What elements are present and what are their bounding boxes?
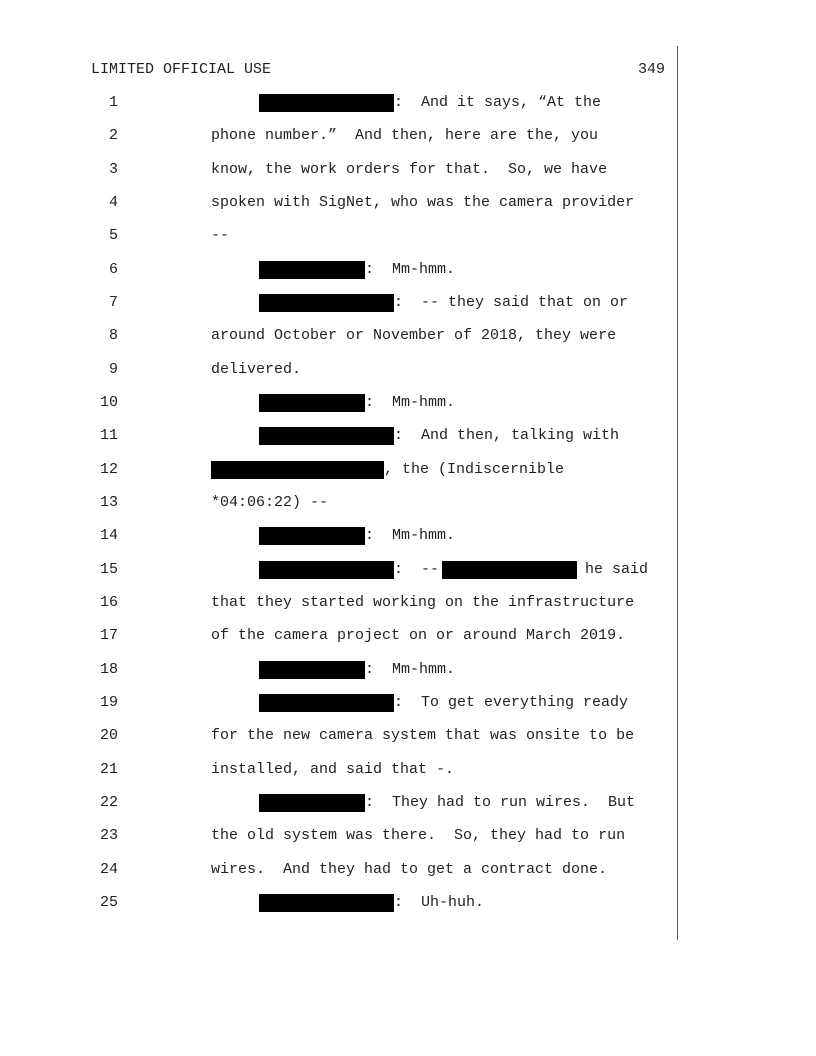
page-header-label: LIMITED OFFICIAL USE bbox=[91, 61, 272, 78]
redacted-speaker bbox=[259, 794, 365, 812]
transcript-text: : Mm-hmm. bbox=[365, 261, 456, 278]
line-number: 16 bbox=[99, 594, 118, 611]
redacted-name bbox=[442, 561, 577, 579]
line-number: 7 bbox=[108, 294, 118, 311]
transcript-text: *04:06:22) -- bbox=[211, 494, 329, 511]
line-number: 19 bbox=[99, 694, 118, 711]
line-number: 1 bbox=[108, 94, 118, 111]
line-number: 2 bbox=[108, 127, 118, 144]
transcript-text: : And it says, “At the bbox=[394, 94, 602, 111]
line-number: 24 bbox=[99, 861, 118, 878]
line-number: 21 bbox=[99, 761, 118, 778]
transcript-text: wires. And they had to get a contract done. bbox=[211, 861, 608, 878]
redacted-speaker bbox=[259, 661, 365, 679]
transcript-text: for the new camera system that was onsite to be bbox=[211, 727, 635, 744]
line-number: 3 bbox=[108, 161, 118, 178]
redacted-speaker bbox=[259, 527, 365, 545]
page-number: 349 bbox=[638, 61, 666, 78]
transcript-text: phone number.” And then, here are the, you bbox=[211, 127, 599, 144]
transcript-text: , the (Indiscernible bbox=[384, 461, 565, 478]
transcript-text: : -- bbox=[394, 561, 440, 578]
line-number: 15 bbox=[99, 561, 118, 578]
transcript-text: : To get everything ready bbox=[394, 694, 629, 711]
transcript-text: the old system was there. So, they had to run bbox=[211, 827, 626, 844]
right-margin-rule bbox=[677, 46, 678, 940]
line-number: 13 bbox=[99, 494, 118, 511]
transcript-text: : Uh-huh. bbox=[394, 894, 485, 911]
transcript-text: : And then, talking with bbox=[394, 427, 620, 444]
transcript-text: : They had to run wires. But bbox=[365, 794, 636, 811]
transcript-text: of the camera project on or around March 2019. bbox=[211, 627, 626, 644]
transcript-text: delivered. bbox=[211, 361, 302, 378]
redacted-speaker bbox=[259, 261, 365, 279]
line-number: 10 bbox=[99, 394, 118, 411]
line-number: 6 bbox=[108, 261, 118, 278]
redacted-name bbox=[211, 461, 384, 479]
transcript-text: he said bbox=[585, 561, 649, 578]
line-number: 9 bbox=[108, 361, 118, 378]
line-number: 20 bbox=[99, 727, 118, 744]
line-number: 22 bbox=[99, 794, 118, 811]
line-number: 23 bbox=[99, 827, 118, 844]
transcript-text: : Mm-hmm. bbox=[365, 394, 456, 411]
redacted-speaker bbox=[259, 394, 365, 412]
line-number: 12 bbox=[99, 461, 118, 478]
line-number: 11 bbox=[99, 427, 118, 444]
transcript-text: installed, and said that -. bbox=[211, 761, 455, 778]
line-number: 5 bbox=[108, 227, 118, 244]
redacted-speaker bbox=[259, 294, 394, 312]
transcript-text: spoken with SigNet, who was the camera provider bbox=[211, 194, 635, 211]
transcript-text: -- bbox=[211, 227, 230, 244]
transcript-text: around October or November of 2018, they were bbox=[211, 327, 617, 344]
line-number: 14 bbox=[99, 527, 118, 544]
redacted-speaker bbox=[259, 94, 394, 112]
transcript-text: : Mm-hmm. bbox=[365, 661, 456, 678]
line-number: 17 bbox=[99, 627, 118, 644]
line-number: 25 bbox=[99, 894, 118, 911]
redacted-speaker bbox=[259, 427, 394, 445]
line-number: 18 bbox=[99, 661, 118, 678]
transcript-text: : -- they said that on or bbox=[394, 294, 629, 311]
transcript-text: : Mm-hmm. bbox=[365, 527, 456, 544]
redacted-speaker bbox=[259, 561, 394, 579]
redacted-speaker bbox=[259, 694, 394, 712]
line-number: 4 bbox=[108, 194, 118, 211]
transcript-text: that they started working on the infrastructure bbox=[211, 594, 635, 611]
line-number: 8 bbox=[108, 327, 118, 344]
transcript-text: know, the work orders for that. So, we have bbox=[211, 161, 608, 178]
redacted-speaker bbox=[259, 894, 394, 912]
